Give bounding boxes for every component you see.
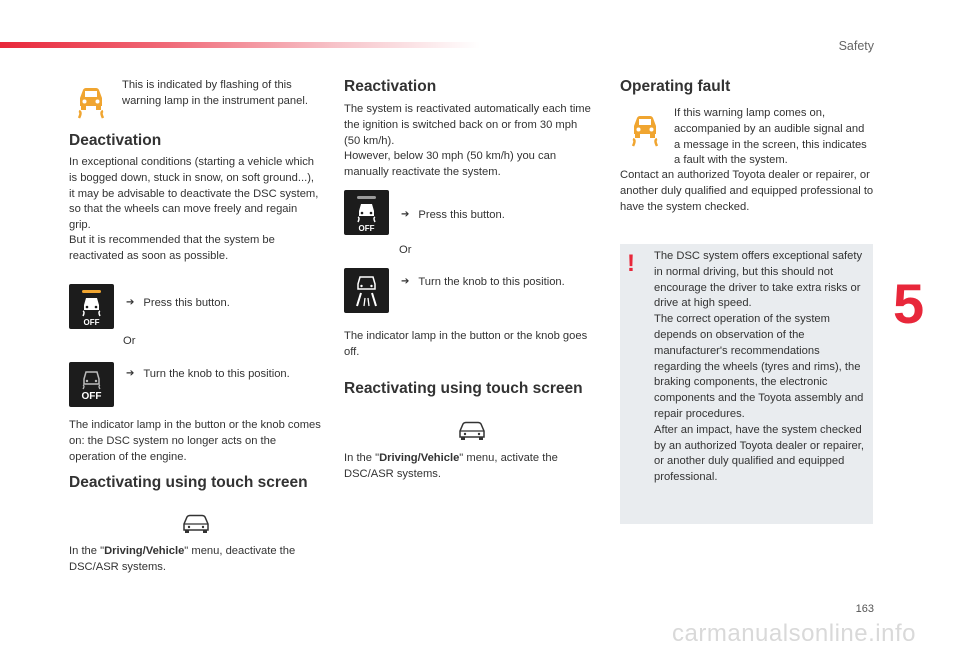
car-outline-icon <box>181 514 211 539</box>
reactivating-touch-heading: Reactivating using touch screen <box>344 380 583 397</box>
press-step <box>126 297 230 309</box>
button-off-label: OFF <box>83 318 100 327</box>
deactivation-heading: Deactivation <box>69 132 162 149</box>
warning-text <box>654 249 868 486</box>
arrow-icon: ➔ <box>401 209 410 220</box>
menu-name: Driving/Vehicle <box>104 545 185 557</box>
deactivation-result: The indicator lamp in the button or the knob comes on: the DSC system no longer acts on the operation of the engine. <box>69 419 321 463</box>
dsc-off-button-icon <box>344 190 389 235</box>
arrow-icon: ➔ <box>126 368 135 379</box>
page-number: 163 <box>855 603 874 615</box>
button-off-label: OFF <box>358 224 375 233</box>
fault-paragraph: Contact an authorized Toyota dealer or repairer, or another duly qualified and equipped professional to have the system checked. <box>620 169 874 213</box>
reactivating-touch-text: In the "Driving/Vehicle" menu, activate the DSC/ASR systems. <box>344 452 558 480</box>
arrow-icon: ➔ <box>401 276 410 287</box>
dsc-warning-lamp-icon <box>72 84 110 120</box>
header-accent-bar <box>0 42 480 48</box>
watermark: carmanualsonline.info <box>672 620 916 647</box>
warning-paragraph-2: The correct operation of the system depends on observation of the manufacturer's recommendations regarding the wheels (tyres and rims), the braking components, the electronic components and the Toyota assembly and repair procedures. <box>654 313 864 420</box>
dsc-off-button-icon <box>69 284 114 329</box>
knob-off-label: OFF <box>81 391 102 402</box>
chapter-number: 5 <box>893 272 925 335</box>
reactivation-paragraph-2: However, below 30 mph (50 km/h) you can manually reactivate the system. <box>344 150 557 178</box>
menu-name: Driving/Vehicle <box>379 452 460 464</box>
lane-knob-icon <box>344 268 389 313</box>
deactivation-paragraph-2: But it is recommended that the system be reactivated as soon as possible. <box>69 234 275 262</box>
turn-step <box>401 276 565 288</box>
reactivation-heading: Reactivation <box>344 78 437 95</box>
turn-step-text: Turn the knob to this position. <box>418 276 565 288</box>
deactivating-touch-heading: Deactivating using touch screen <box>69 474 308 491</box>
dsc-knob-off-icon <box>69 362 114 407</box>
press-step-text: Press this button. <box>418 209 505 221</box>
dsc-warning-lamp-icon <box>626 112 664 148</box>
or-text: Or <box>399 244 412 256</box>
fault-intro: If this warning lamp comes on, accompanied by an audible signal and a message in the screen, this indicates a fault with the system. <box>674 107 867 167</box>
car-outline-icon <box>457 421 487 446</box>
warning-paragraph-3: After an impact, have the system checked by an authorized Toyota dealer or repairer, or another duly qualified and equipped professional. <box>654 423 864 484</box>
reactivation-paragraph-1: The system is reactivated automatically each time the ignition is switched back on or from 30 mph (50 km/h). <box>344 103 591 147</box>
deactivating-touch-text: In the "Driving/Vehicle" menu, deactivate the DSC/ASR systems. <box>69 545 296 573</box>
warning-exclamation-icon: ! <box>627 250 635 277</box>
section-label: Safety <box>838 39 874 53</box>
arrow-icon: ➔ <box>126 297 135 308</box>
deactivation-paragraph-1: In exceptional conditions (starting a vehicle which is bogged down, stuck in snow, on soft ground...), it may be advisable to deactivate the DSC system, so that the wheels can move freely and regain grip. <box>69 156 319 232</box>
warning-paragraph-1: The DSC system offers exceptional safety in normal driving, but this should not encourage the driver to take extra risks or drive at high speed. <box>654 250 863 310</box>
turn-step-text: Turn the knob to this position. <box>143 368 290 380</box>
or-text: Or <box>123 335 136 347</box>
press-step <box>401 209 505 221</box>
operating-fault-heading: Operating fault <box>620 78 731 95</box>
press-step-text: Press this button. <box>143 297 230 309</box>
reactivation-result: The indicator lamp in the button or the knob goes off. <box>344 330 588 358</box>
turn-step <box>126 368 290 380</box>
intro-text: This is indicated by flashing of this warning lamp in the instrument panel. <box>122 79 308 107</box>
